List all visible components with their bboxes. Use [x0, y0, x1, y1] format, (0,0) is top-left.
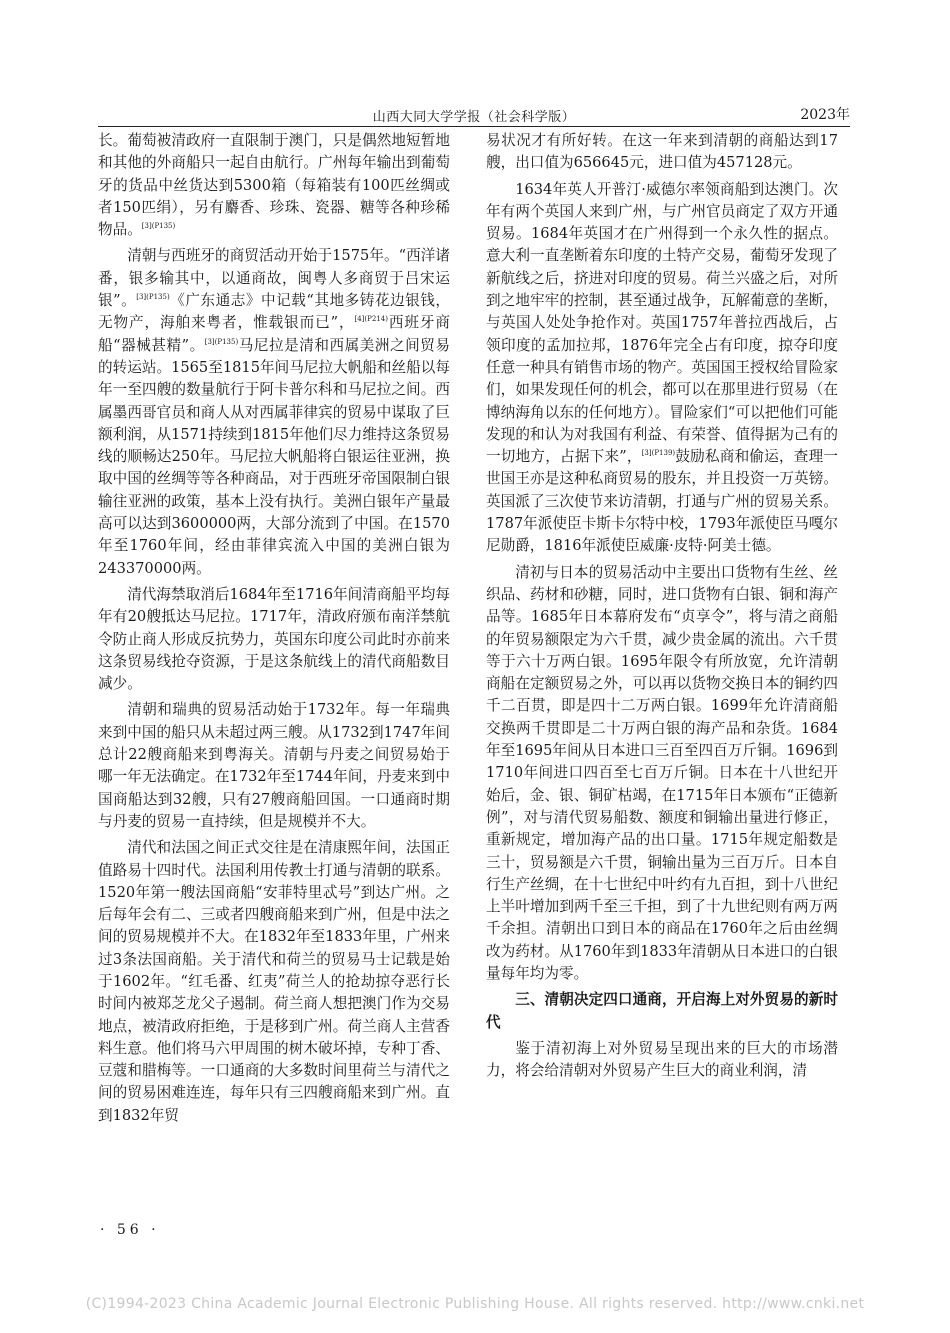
paragraph [98, 245, 450, 579]
page-number: · 56 · [100, 1222, 160, 1238]
paragraph: 清朝和瑞典的贸易活动始于1732年。每一年瑞典来到中国的船只从未超过两三艘。从1732到1747年间总计22艘商船来到粤海关。清朝与丹麦之间贸易始于哪一年无法确定。在1732年至1744年间，丹麦来到中国商船达到32艘，只有27艘商船回国。一口通商时期与丹麦的贸易一直持续，但是规模并不大。 [98, 701, 450, 830]
paragraph: 易状况才有所好转。在这一年来到清朝的商船达到17艘，出口值为656645元，进口值为457128元。 [486, 132, 838, 172]
citation: [3](P135) [204, 337, 239, 346]
paragraph: 清代海禁取消后1684年至1716年间清商船平均每年有20艘抵达马尼拉。1717年，清政府颁布南洋禁航令防止商人形成反抗势力，英国东印度公司此时亦前来这条贸易线抢夺资源，于是这条航线上的清代商船数目减少。 [98, 585, 450, 693]
citation: [4](P214) [354, 315, 388, 324]
text-run: 鼓励私商和偷运，查理一世国王亦是这种私商贸易的股东，并且投资一万英镑。英国派了三次使节来访清朝，打通与广州的贸易关系。1787年派使臣卡斯卡尔特中校，1793年派使臣马嘎尔尼勋爵，1816年派使臣威廉·皮特·阿美士德。 [486, 448, 838, 555]
section-heading: 三、清朝决定四口通商，开启海上对外贸易的新时代 [486, 991, 838, 1031]
text-run: 西班牙商船“器械甚精”。 [98, 314, 450, 354]
journal-year: 2023年 [800, 107, 850, 123]
text-run: 长。葡萄被清政府一直限制于澳门，只是偶然地短暂地和其他的外商船只一起自由航行。广州每年输出到葡萄牙的货品中丝货达到5300箱（每箱装有100匹丝绸或者150匹绢），另有麝香、珍珠、瓷器、糖等各种珍稀物品。 [98, 132, 450, 239]
paragraph [486, 179, 838, 558]
text-run: 清朝与西班牙的商贸活动开始于1575年。“西洋诸番，银多输其中，以通商故，闽粤人多商贸于吕宋运银”。 [98, 247, 450, 310]
citation: [3](P135) [136, 293, 170, 302]
left-column [98, 130, 450, 1190]
text-run: 马尼拉是清和西属美洲之间贸易的转运站。1565至1815年间马尼拉大帆船和丝船以每年一至四艘的数量航行于阿卡普尔科和马尼拉之间。西属墨西哥官员和商人从对西属菲律宾的贸易中谋取了巨额利润，从1571持续到1815年他们尽力维持这条贸易线的顺畅达250年。马尼拉大帆船将白银运往亚洲，换取中国的丝绸等等各种商品，对于西班牙帝国限制白银输往亚洲的政策，基本上没有执行。美洲白银年产量最高可以达到3600000两，大部分流到了中国。在1570年至1760年间，经由菲律宾流入中国的美洲白银为243370000两。 [98, 336, 450, 577]
journal-title: 山西大同大学学报（社会科学版） [372, 110, 576, 125]
copyright-footer: (C)1994-2023 China Academic Journal Electronic Publishing House. All rights reserved. http://www.cnki.net [85, 1296, 865, 1312]
paragraph [98, 130, 450, 241]
text-run: 《广东通志》中记载“其地多铸花边银钱，无物产，海舶来粤者，惟载银而已”， [98, 292, 450, 332]
right-column [486, 130, 838, 1190]
running-header [98, 104, 850, 127]
citation: [3](P135) [141, 222, 176, 231]
paragraph: 鉴于清初海上对外贸易呈现出来的巨大的市场潜力，将会给清朝对外贸易产生巨大的商业利润，清 [486, 1039, 838, 1080]
paragraph: 清代和法国之间正式交往是在清康熙年间，法国正值路易十四时代。法国利用传教士打通与清朝的联系。1520年第一艘法国商船“安菲特里忒号”到达广州。之后每年会有二、三或者四艘商船来到广州，但是中法之间的贸易规模并不大。在1832年至1833年里，广州来过3条法国商船。关于清代和荷兰的贸易马士记载是始于1602年。“红毛番、红夷”荷兰人的抢劫掠夺恶行长时间内被郑芝龙父子遏制。荷兰商人想把澳门作为交易地点，被清政府拒绝，于是移到广州。荷兰商人主营香料生意。他们将马六甲周围的树木破坏掉，专种丁香、豆蔻和腊梅等。一口通商的大多数时间里荷兰与清代之间的贸易困难连连，每年只有三四艘商船来到广州。直到1832年贸 [98, 839, 450, 1124]
citation: [3](P139) [641, 449, 676, 458]
text-run: 1634年英人开普汀·威德尔率领商船到达澳门。次年有两个英国人来到广州，与广州官员商定了双方开通贸易。1684年英国才在广州得到一个永久性的据点。意大利一直垄断着东印度的土特产交易，葡萄牙发现了新航线之后，挤进对印度的贸易。荷兰兴盛之后，对所到之地牢牢的控制，甚至通过战争，瓦解葡意的垄断，与英国人处处争抢作对。英国1757年普拉西战后，占领印度的孟加拉邦，1876年完全占有印度，掠夺印度任意一种具有销售市场的物产。英国国王授权给冒险家们，如果发现任何的机会，都可以在那里进行贸易（在博纳海角以东的任何地方）。冒险家们“可以把他们可能发现的和认为对我国有利益、有荣誉、值得据为己有的一切地方，占据下来”， [486, 180, 838, 466]
paragraph: 清初与日本的贸易活动中主要出口货物有生丝、丝织品、药材和砂糖，同时，进口货物有白银、铜和海产品等。1685年日本幕府发布“贞享令”，将与清之商船的年贸易额限定为六千贯，减少贵金属的流出。六千贯等于六十万两白银。1695年限令有所放宽，允许清朝商船在定额贸易之外，可以再以货物交换日本的铜约四千二百贯，即是四十二万两白银。1699年允许清商船交换两千贯即是二十万两白银的海产品和杂货。1684年至1695年间从日本进口三百至四百万斤铜。1696到1710年间进口四百至七百万斤铜。日本在十八世纪开始后，金、银、铜矿枯竭，在1715年日本颁布“正德新例”，对与清代贸易船数、额度和铜输出量进行修正，重新规定，增加海产品的出口量。1715年规定船数是三十，贸易额是六千贯，铜输出量为三百万斤。日本自行生产丝绸，在十七世纪中叶约有九百担，到十八世纪上半叶增加到两千至三千担，到了十九世纪则有两万两千余担。清朝出口到日本的商品在1760年之后由丝绸改为药材。从1760年到1833年清朝从日本进口的白银量每年均为零。 [486, 563, 838, 982]
